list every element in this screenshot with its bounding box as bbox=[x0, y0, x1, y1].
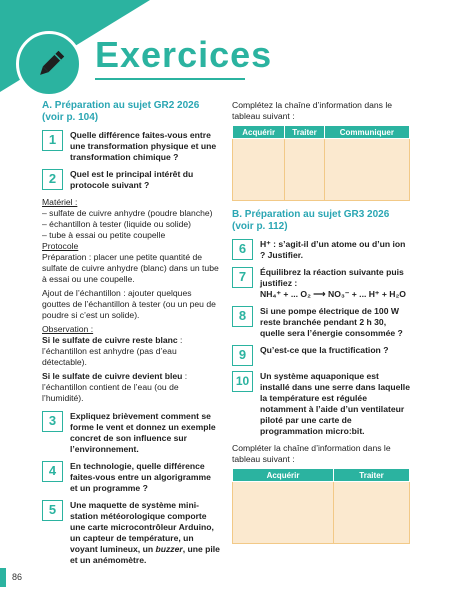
pencil-icon bbox=[32, 47, 68, 83]
protocole-label: Protocole bbox=[42, 241, 79, 251]
observation-1-bold: Si le sulfate de cuivre reste blanc bbox=[42, 335, 178, 345]
question-text: Qu’est-ce que la fructification ? bbox=[260, 345, 389, 355]
question-text-emphasis: buzzer bbox=[155, 544, 183, 554]
question-8 bbox=[232, 306, 410, 339]
table-header: Communiquer bbox=[324, 126, 409, 139]
question-4 bbox=[42, 461, 220, 494]
table-cell[interactable] bbox=[334, 482, 410, 544]
question-number: 3 bbox=[42, 411, 63, 432]
observation-1-text: : l’échantillon est anhydre (pas d’eau détectable). bbox=[42, 335, 183, 367]
right-column bbox=[232, 100, 410, 552]
table-header: Acquérir bbox=[233, 126, 285, 139]
table-cell[interactable] bbox=[324, 139, 409, 201]
question-2 bbox=[42, 169, 220, 191]
question-text bbox=[70, 500, 220, 565]
info-chain-table-2 bbox=[232, 468, 410, 544]
observation-2 bbox=[42, 371, 220, 404]
question-5 bbox=[42, 500, 220, 566]
observation-1 bbox=[42, 335, 220, 368]
question-7 bbox=[232, 267, 410, 300]
left-column bbox=[42, 100, 220, 572]
table-header: Traiter bbox=[334, 469, 410, 482]
materiel-label: Matériel : bbox=[42, 197, 78, 207]
question-number: 4 bbox=[42, 461, 63, 482]
section-a-title: A. Préparation au sujet GR2 2026 (voir p. 104) bbox=[42, 100, 200, 123]
question-9 bbox=[232, 345, 410, 365]
materiel-item: – échantillon à tester (liquide ou solide) bbox=[42, 219, 192, 229]
table-header: Acquérir bbox=[233, 469, 334, 482]
page-number-bar bbox=[0, 568, 6, 587]
materiel-item: – tube à essai ou petite coupelle bbox=[42, 230, 166, 240]
equation: NH₄⁺ + ... O₂ ⟶ NO₃⁻ + ... H⁺ + H₂O bbox=[260, 289, 406, 299]
pencil-badge bbox=[16, 31, 82, 97]
info-chain-table-1 bbox=[232, 125, 410, 201]
page-number: 86 bbox=[12, 572, 23, 582]
question-number: 8 bbox=[232, 306, 253, 327]
table-cell[interactable] bbox=[285, 139, 324, 201]
question-text-part: Une maquette de système mini-station météorologique comporte une carte microcontrôleur Arduino, un capteur de température, un voyant lumineux, un bbox=[70, 500, 214, 554]
question-6 bbox=[232, 239, 410, 261]
observation-2-text: : l’échantillon contient de l’eau (ou de l’humidité). bbox=[42, 371, 188, 403]
question-10 bbox=[232, 371, 410, 437]
question-text: Quelle différence faites-vous entre une transformation physique et une transformation chimique ? bbox=[70, 130, 217, 162]
question-number: 6 bbox=[232, 239, 253, 260]
table-1-intro: Complétez la chaîne d’information dans le tableau suivant : bbox=[232, 100, 393, 121]
question-number: 5 bbox=[42, 500, 63, 521]
table-cell[interactable] bbox=[233, 482, 334, 544]
question-number: 9 bbox=[232, 345, 253, 366]
question-text: Si une pompe électrique de 100 W reste branchée pendant 2 h 30, quelle sera l’énergie consommée ? bbox=[260, 306, 403, 338]
table-header: Traiter bbox=[285, 126, 324, 139]
question-text: Un système aquaponique est installé dans une serre dans laquelle la température est régulée notamment à l’aide d’un ventilateur piloté par une carte de programmation micro:bit. bbox=[260, 371, 410, 436]
observation-2-bold: Si le sulfate de cuivre devient bleu bbox=[42, 371, 183, 381]
question-number: 2 bbox=[42, 169, 63, 190]
question-number: 10 bbox=[232, 371, 253, 392]
title-underline bbox=[95, 78, 245, 80]
question-1 bbox=[42, 130, 220, 163]
question-text: H⁺ : s’agit-il d’un atome ou d’un ion ? Justifier. bbox=[260, 239, 406, 260]
materiel-item: – sulfate de cuivre anhydre (poudre blanche) bbox=[42, 208, 213, 218]
question-text: Équilibrez la réaction suivante puis justifiez : bbox=[260, 267, 404, 288]
question-text: Quel est le principal intérêt du protocole suivant ? bbox=[70, 169, 194, 190]
question-text: En technologie, quelle différence faites-vous entre un algorigramme et un programme ? bbox=[70, 461, 211, 493]
question-number: 1 bbox=[42, 130, 63, 151]
question-number: 7 bbox=[232, 267, 253, 288]
protocole-step-2: Ajout de l’échantillon : ajouter quelques gouttes de l’échantillon à tester (ou un peu de poudre si c’est un solide). bbox=[42, 288, 216, 320]
table-cell[interactable] bbox=[233, 139, 285, 201]
protocole-step-1: Préparation : placer une petite quantité de sulfate de cuivre anhydre (blanc) dans un tube à essai ou une coupelle. bbox=[42, 252, 219, 284]
observation-label: Observation : bbox=[42, 324, 94, 334]
table-2-intro: Compléter la chaîne d’information dans le tableau suivant : bbox=[232, 443, 391, 464]
page-title: Exercices bbox=[95, 34, 273, 75]
section-b-title: B. Préparation au sujet GR3 2026 (voir p. 112) bbox=[232, 209, 390, 232]
question-3 bbox=[42, 411, 220, 455]
question-text-part: , une pile et un anémomètre. bbox=[70, 544, 220, 565]
question-text: Expliquez brièvement comment se forme le vent et donnez un exemple concret de son influence sur l’environnement. bbox=[70, 411, 216, 454]
